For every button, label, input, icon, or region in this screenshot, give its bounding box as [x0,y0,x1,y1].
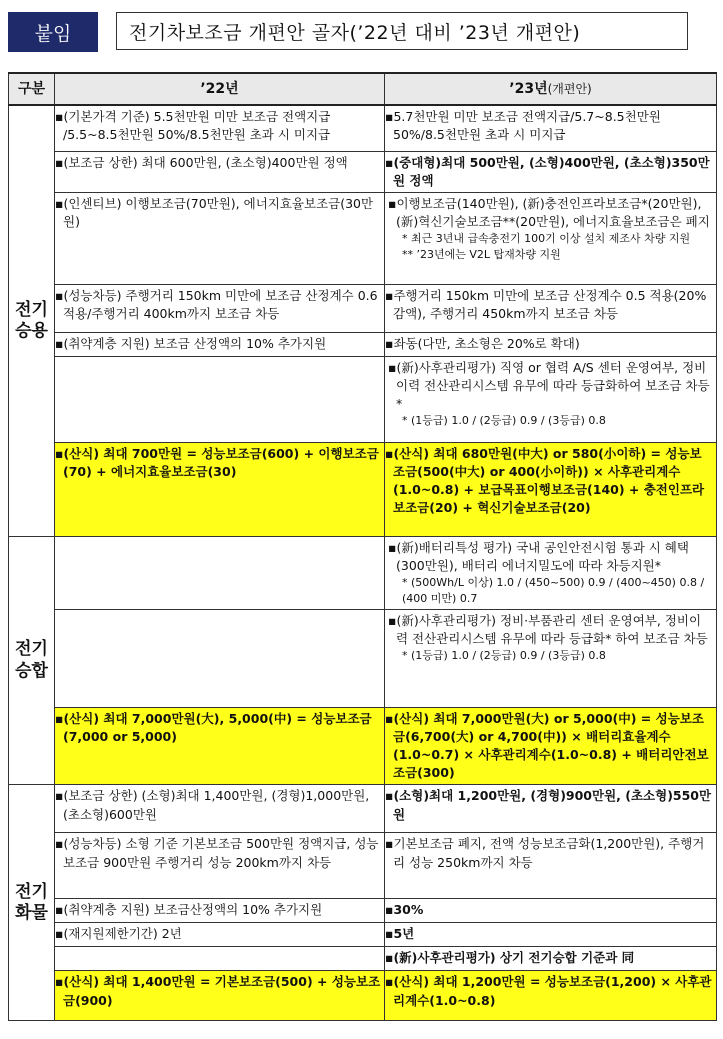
bus-formula-2022: ▪(산식) 최대 7,000만원(大), 5,000(中) = 성능보조금(7,000 or 5,000) [55,707,385,785]
table-row [9,947,717,971]
bus-battery-2023: ▪(新)배터리특성 평가) 국내 공인안전시험 통과 시 혜택(300만원), 배터리 에너지밀도에 따라 차등지원* * (500Wh/L 이상) 1.0 / (450~500) 0.9 / (400~450) 0.8 / (400 미만) 0.7 [385,536,717,609]
table-row [9,785,717,833]
truck-cap-2023: ▪(소형)최대 1,200만원, (경형)900만원, (초소형)550만원 [385,785,717,833]
truck-limit-2022: ▪(재지원제한기간) 2년 [55,923,385,947]
category-passenger-car: 전기 승용 [9,105,55,536]
table-row [9,833,717,899]
truck-limit-2023: ▪5년 [385,923,717,947]
car-performance-2023: ▪주행거리 150km 미만에 보조금 산정계수 0.5 적용(20% 감액), 주행거리 450km까지 보조금 차등 [385,284,717,332]
category-bus: 전기 승합 [9,536,55,785]
table-row [9,971,717,1021]
subsidy-comparison-table [8,72,717,1021]
header-2023: ’23년(개편안) [385,73,717,105]
bus-aftercare-2023: ▪(新)사후관리평가) 정비·부품관리 센터 운영여부, 정비이력 전산관리시스템 유무에 따라 등급화* 하여 보조금 차등 * (1등급) 1.0 / (2등급) 0.9 / (3등급) 0.8 [385,609,717,707]
truck-formula-2023: ▪(산식) 최대 1,200만원 = 성능보조금(1,200) × 사후관리계수(1.0~0.8) [385,971,717,1021]
table-row [9,356,717,442]
car-vulnerable-2022: ▪(취약계층 지원) 보조금 산정액의 10% 추가지원 [55,332,385,356]
car-incentive-2022: ▪(인센티브) 이행보조금(70만원), 에너지효율보조금(30만원) [55,192,385,284]
header-category: 구분 [9,73,55,105]
car-aftercare-2022 [55,356,385,442]
car-vulnerable-2023: ▪좌동(다만, 초소형은 20%로 확대) [385,332,717,356]
header-2022: ’22년 [55,73,385,105]
table-header-row [9,73,717,105]
truck-vulnerable-2022: ▪(취약계층 지원) 보조금산정액의 10% 추가지원 [55,899,385,923]
truck-aftercare-2023: ▪(新)사후관리평가) 상기 전기승합 기준과 同 [385,947,717,971]
truck-performance-2022: ▪(성능차등) 소형 기준 기본보조금 500만원 정액지급, 성능보조금 900만원 주행거리 성능 200km까지 차등 [55,833,385,899]
table-row [9,151,717,192]
truck-performance-2023: ▪기본보조금 폐지, 전액 성능보조금화(1,200만원), 주행거리 성능 250km까지 차등 [385,833,717,899]
car-formula-2022: ▪(산식) 최대 700만원 = 성능보조금(600) + 이행보조금(70) + 에너지효율보조금(30) [55,442,385,536]
page-header [8,12,718,52]
truck-formula-2022: ▪(산식) 최대 1,400만원 = 기본보조금(500) + 성능보조금(900) [55,971,385,1021]
bus-aftercare-2022 [55,609,385,707]
car-formula-2023: ▪(산식) 최대 680만원(中大) or 580(小이하) = 성능보조금(500(中大) or 400(小이하)) × 사후관리계수(1.0~0.8) + 보급목표이행보조금(140) + 충전인프라보조금(20) + 혁신기술보조금(20) [385,442,717,536]
attachment-badge: 붙임 [8,12,98,52]
car-performance-2022: ▪(성능차등) 주행거리 150km 미만에 보조금 산정계수 0.6 적용/주행거리 400km까지 보조금 차등 [55,284,385,332]
page-title: 전기차보조금 개편안 골자(’22년 대비 ’23년 개편안) [116,12,688,50]
car-cap-2022: ▪(보조금 상한) 최대 600만원, (초소형)400만원 정액 [55,151,385,192]
car-cap-2023: ▪(중대형)최대 500만원, (소형)400만원, (초소형)350만원 정액 [385,151,717,192]
bus-battery-2022 [55,536,385,609]
car-incentive-2023: ▪이행보조금(140만원), (新)충전인프라보조금*(20만원), (新)혁신기술보조금**(20만원), 에너지효율보조금은 폐지 * 최근 3년내 급속충전기 100기 이상 설치 제조사 차량 지원 ** ’23년에는 V2L 탑재차량 지원 [385,192,717,284]
bus-formula-2023: ▪(산식) 최대 7,000만원(大) or 5,000(中) = 성능보조금(6,700(大) or 4,700(中)) × 배터리효율계수(1.0~0.7) × 사후관리계수(1.0~0.8) + 배터리안전보조금(300) [385,707,717,785]
table-row [9,442,717,536]
table-row [9,899,717,923]
table-row [9,192,717,284]
car-price-2023: ▪5.7천만원 미만 보조금 전액지급/5.7~8.5천만원 50%/8.5천만원 초과 시 미지급 [385,105,717,151]
car-price-2022: ▪(기본가격 기준) 5.5천만원 미만 보조금 전액지급 /5.5~8.5천만원 50%/8.5천만원 초과 시 미지급 [55,105,385,151]
table-row [9,284,717,332]
truck-aftercare-2022 [55,947,385,971]
category-truck: 전기 화물 [9,785,55,1021]
table-row [9,332,717,356]
table-row [9,105,717,151]
table-row [9,609,717,707]
truck-cap-2022: ▪(보조금 상한) (소형)최대 1,400만원, (경형)1,000만원, (초소형)600만원 [55,785,385,833]
table-row [9,923,717,947]
truck-vulnerable-2023: ▪30% [385,899,717,923]
table-row [9,536,717,609]
table-row [9,707,717,785]
car-aftercare-2023: ▪(新)사후관리평가) 직영 or 협력 A/S 센터 운영여부, 정비이력 전산관리시스템 유무에 따라 등급화하여 보조금 차등* * (1등급) 1.0 / (2등급) 0.9 / (3등급) 0.8 [385,356,717,442]
